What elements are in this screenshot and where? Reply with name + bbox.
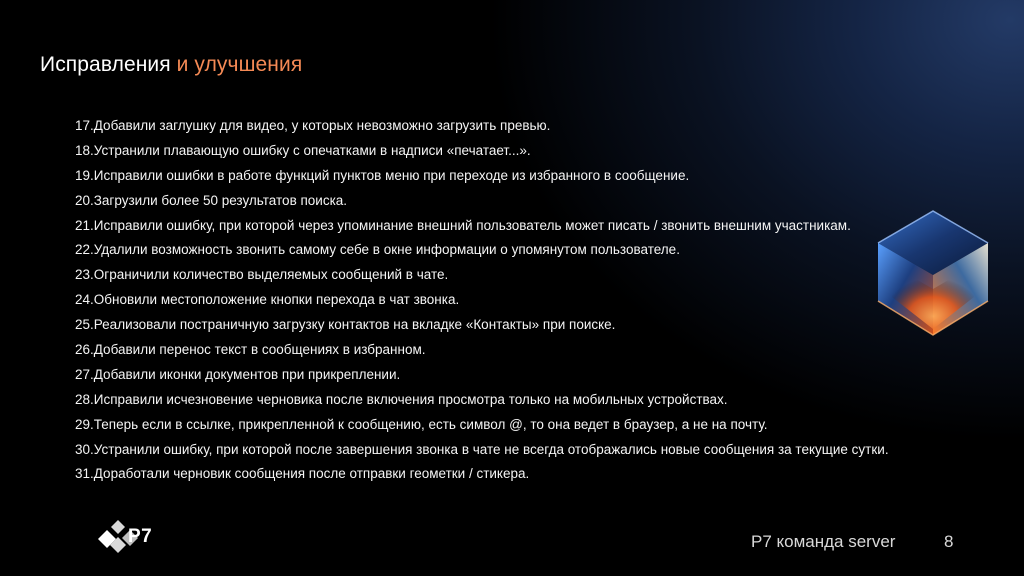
changes-list bbox=[75, 114, 955, 487]
page-title bbox=[40, 53, 302, 77]
page-number: 8 bbox=[944, 532, 954, 551]
list-item: 22.Удалили возможность звонить самому себе в окне информации о упомянутом пользователе. bbox=[75, 242, 680, 258]
list-item: 25.Реализовали постраничную загрузку контактов на вкладке «Контакты» при поиске. bbox=[75, 317, 616, 333]
footer-team-label: Р7 команда server bbox=[751, 532, 896, 551]
list-item: 21.Исправили ошибку, при которой через упоминание внешний пользователь может писать / звонить внешним участникам. bbox=[75, 217, 851, 233]
logo-text: P7 bbox=[128, 526, 153, 547]
list-item: 24.Обновили местоположение кнопки перехода в чат звонка. bbox=[75, 292, 460, 308]
title-accent: и улучшения bbox=[176, 53, 303, 76]
list-item: 29.Теперь если в ссылке, прикрепленной к сообщению, есть символ @, то она ведет в браузер, а не на почту. bbox=[75, 416, 768, 432]
list-item: 31.Доработали черновик сообщения после отправки геометки / стикера. bbox=[75, 466, 530, 482]
list-item: 26.Добавили перенос текст в сообщениях в избранном. bbox=[75, 342, 426, 358]
list-item: 23.Ограничили количество выделяемых сообщений в чате. bbox=[75, 267, 449, 283]
list-item: 28.Исправили исчезновение черновика после включения просмотра только на мобильных устройствах. bbox=[75, 391, 728, 407]
list-item: 19.Исправили ошибки в работе функций пунктов меню при переходе из избранного в сообщение. bbox=[75, 167, 690, 183]
list-item: 18.Устранили плавающую ошибку с опечатками в надписи «печатает...». bbox=[75, 142, 531, 158]
list-item: 20.Загрузили более 50 результатов поиска. bbox=[75, 192, 348, 208]
list-item: 30.Устранили ошибку, при которой после завершения звонка в чате не всегда отображались новые сообщения за текущие сутки. bbox=[75, 441, 889, 457]
title-main: Исправления bbox=[40, 53, 171, 76]
list-item: 27.Добавили иконки документов при прикреплении. bbox=[75, 366, 401, 382]
list-item: 17.Добавили заглушку для видео, у которых невозможно загрузить превью. bbox=[75, 118, 551, 133]
glass-cube-icon bbox=[872, 205, 994, 340]
